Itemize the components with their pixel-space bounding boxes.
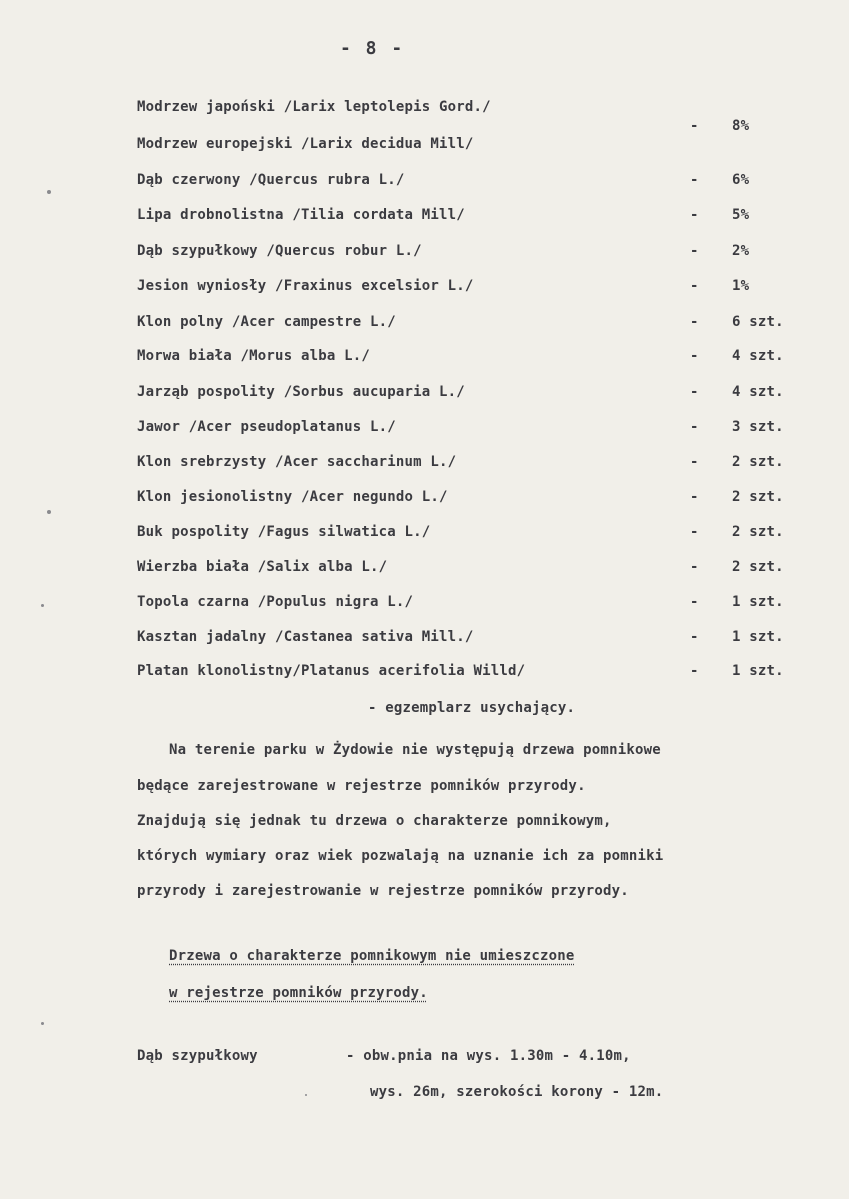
tree-dash: - <box>690 118 699 134</box>
tree-name: Jesion wyniosły /Fraxinus excelsior L./ <box>137 278 474 294</box>
dying-specimen-note: - egzemplarz usychający. <box>368 700 576 716</box>
page-number: - 8 - <box>340 38 405 59</box>
tree-dash: - <box>690 524 699 540</box>
tree-name: Modrzew japoński /Larix leptolepis Gord./ <box>137 99 491 115</box>
tree-dash: - <box>690 243 699 259</box>
tree-dash: - <box>690 419 699 435</box>
paragraph-line: Znajdują się jednak tu drzewa o charakterze pomnikowym, <box>137 813 612 829</box>
paragraph-line: których wymiary oraz wiek pozwalają na uznanie ich za pomniki <box>137 848 664 864</box>
tree-name: Buk pospolity /Fagus silwatica L./ <box>137 524 431 540</box>
tree-name: Topola czarna /Populus nigra L./ <box>137 594 414 610</box>
entry-trunk-girth: - obw.pnia na wys. 1.30m - 4.10m, <box>346 1048 631 1064</box>
tree-name: Dąb szypułkowy /Quercus robur L./ <box>137 243 422 259</box>
tree-dash: - <box>690 172 699 188</box>
tree-count: 2 szt. <box>732 454 784 470</box>
tree-count: 1 szt. <box>732 663 784 679</box>
tree-share: 5% <box>732 207 750 223</box>
entry-height-crown: wys. 26m, szerokości korony - 12m. <box>370 1084 664 1100</box>
tree-count: 1 szt. <box>732 629 784 645</box>
tree-dash: - <box>690 314 699 330</box>
punch-hole-mark <box>41 604 44 607</box>
tree-count: 1 szt. <box>732 594 784 610</box>
tree-dash: - <box>690 629 699 645</box>
paragraph-line: będące zarejestrowane w rejestrze pomników przyrody. <box>137 778 586 794</box>
tree-dash: - <box>690 207 699 223</box>
tree-name: Klon jesionolistny /Acer negundo L./ <box>137 489 448 505</box>
tree-count: 4 szt. <box>732 384 784 400</box>
punch-hole-mark <box>47 190 51 194</box>
tree-count: 2 szt. <box>732 559 784 575</box>
tree-dash: - <box>690 384 699 400</box>
paragraph-line: Na terenie parku w Żydowie nie występują drzewa pomnikowe <box>169 742 661 758</box>
tree-dash: - <box>690 278 699 294</box>
tree-share: 8% <box>732 118 750 134</box>
tree-name: Klon polny /Acer campestre L./ <box>137 314 396 330</box>
tree-dash: - <box>690 594 699 610</box>
tree-name: Dąb czerwony /Quercus rubra L./ <box>137 172 405 188</box>
heading-line: Drzewa o charakterze pomnikowym nie umieszczone <box>169 948 575 964</box>
tree-dash: - <box>690 559 699 575</box>
punch-hole-mark <box>47 510 51 514</box>
punch-hole-mark <box>41 1022 44 1025</box>
tree-count: 2 szt. <box>732 489 784 505</box>
tree-name: Modrzew europejski /Larix decidua Mill/ <box>137 136 474 152</box>
tree-name: Kasztan jadalny /Castanea sativa Mill./ <box>137 629 474 645</box>
tree-count: 2 szt. <box>732 524 784 540</box>
tree-dash: - <box>690 348 699 364</box>
tree-name: Jarząb pospolity /Sorbus aucuparia L./ <box>137 384 465 400</box>
tree-share: 2% <box>732 243 750 259</box>
tree-name: Jawor /Acer pseudoplatanus L./ <box>137 419 396 435</box>
tree-dash: - <box>690 489 699 505</box>
heading-line: w rejestrze pomników przyrody. <box>169 985 428 1001</box>
tree-count: 6 szt. <box>732 314 784 330</box>
tree-count: 4 szt. <box>732 348 784 364</box>
paragraph-line: przyrody i zarejestrowanie w rejestrze pomników przyrody. <box>137 883 629 899</box>
tree-dash: - <box>690 663 699 679</box>
paper-speck <box>305 1094 307 1096</box>
tree-share: 1% <box>732 278 750 294</box>
tree-name: Lipa drobnolistna /Tilia cordata Mill/ <box>137 207 465 223</box>
tree-name: Klon srebrzysty /Acer saccharinum L./ <box>137 454 457 470</box>
tree-name: Morwa biała /Morus alba L./ <box>137 348 370 364</box>
tree-name: Wierzba biała /Salix alba L./ <box>137 559 388 575</box>
tree-name: Platan klonolistny/Platanus acerifolia Willd/ <box>137 663 526 679</box>
tree-count: 3 szt. <box>732 419 784 435</box>
tree-dash: - <box>690 454 699 470</box>
tree-share: 6% <box>732 172 750 188</box>
entry-tree-name: Dąb szypułkowy <box>137 1048 258 1064</box>
